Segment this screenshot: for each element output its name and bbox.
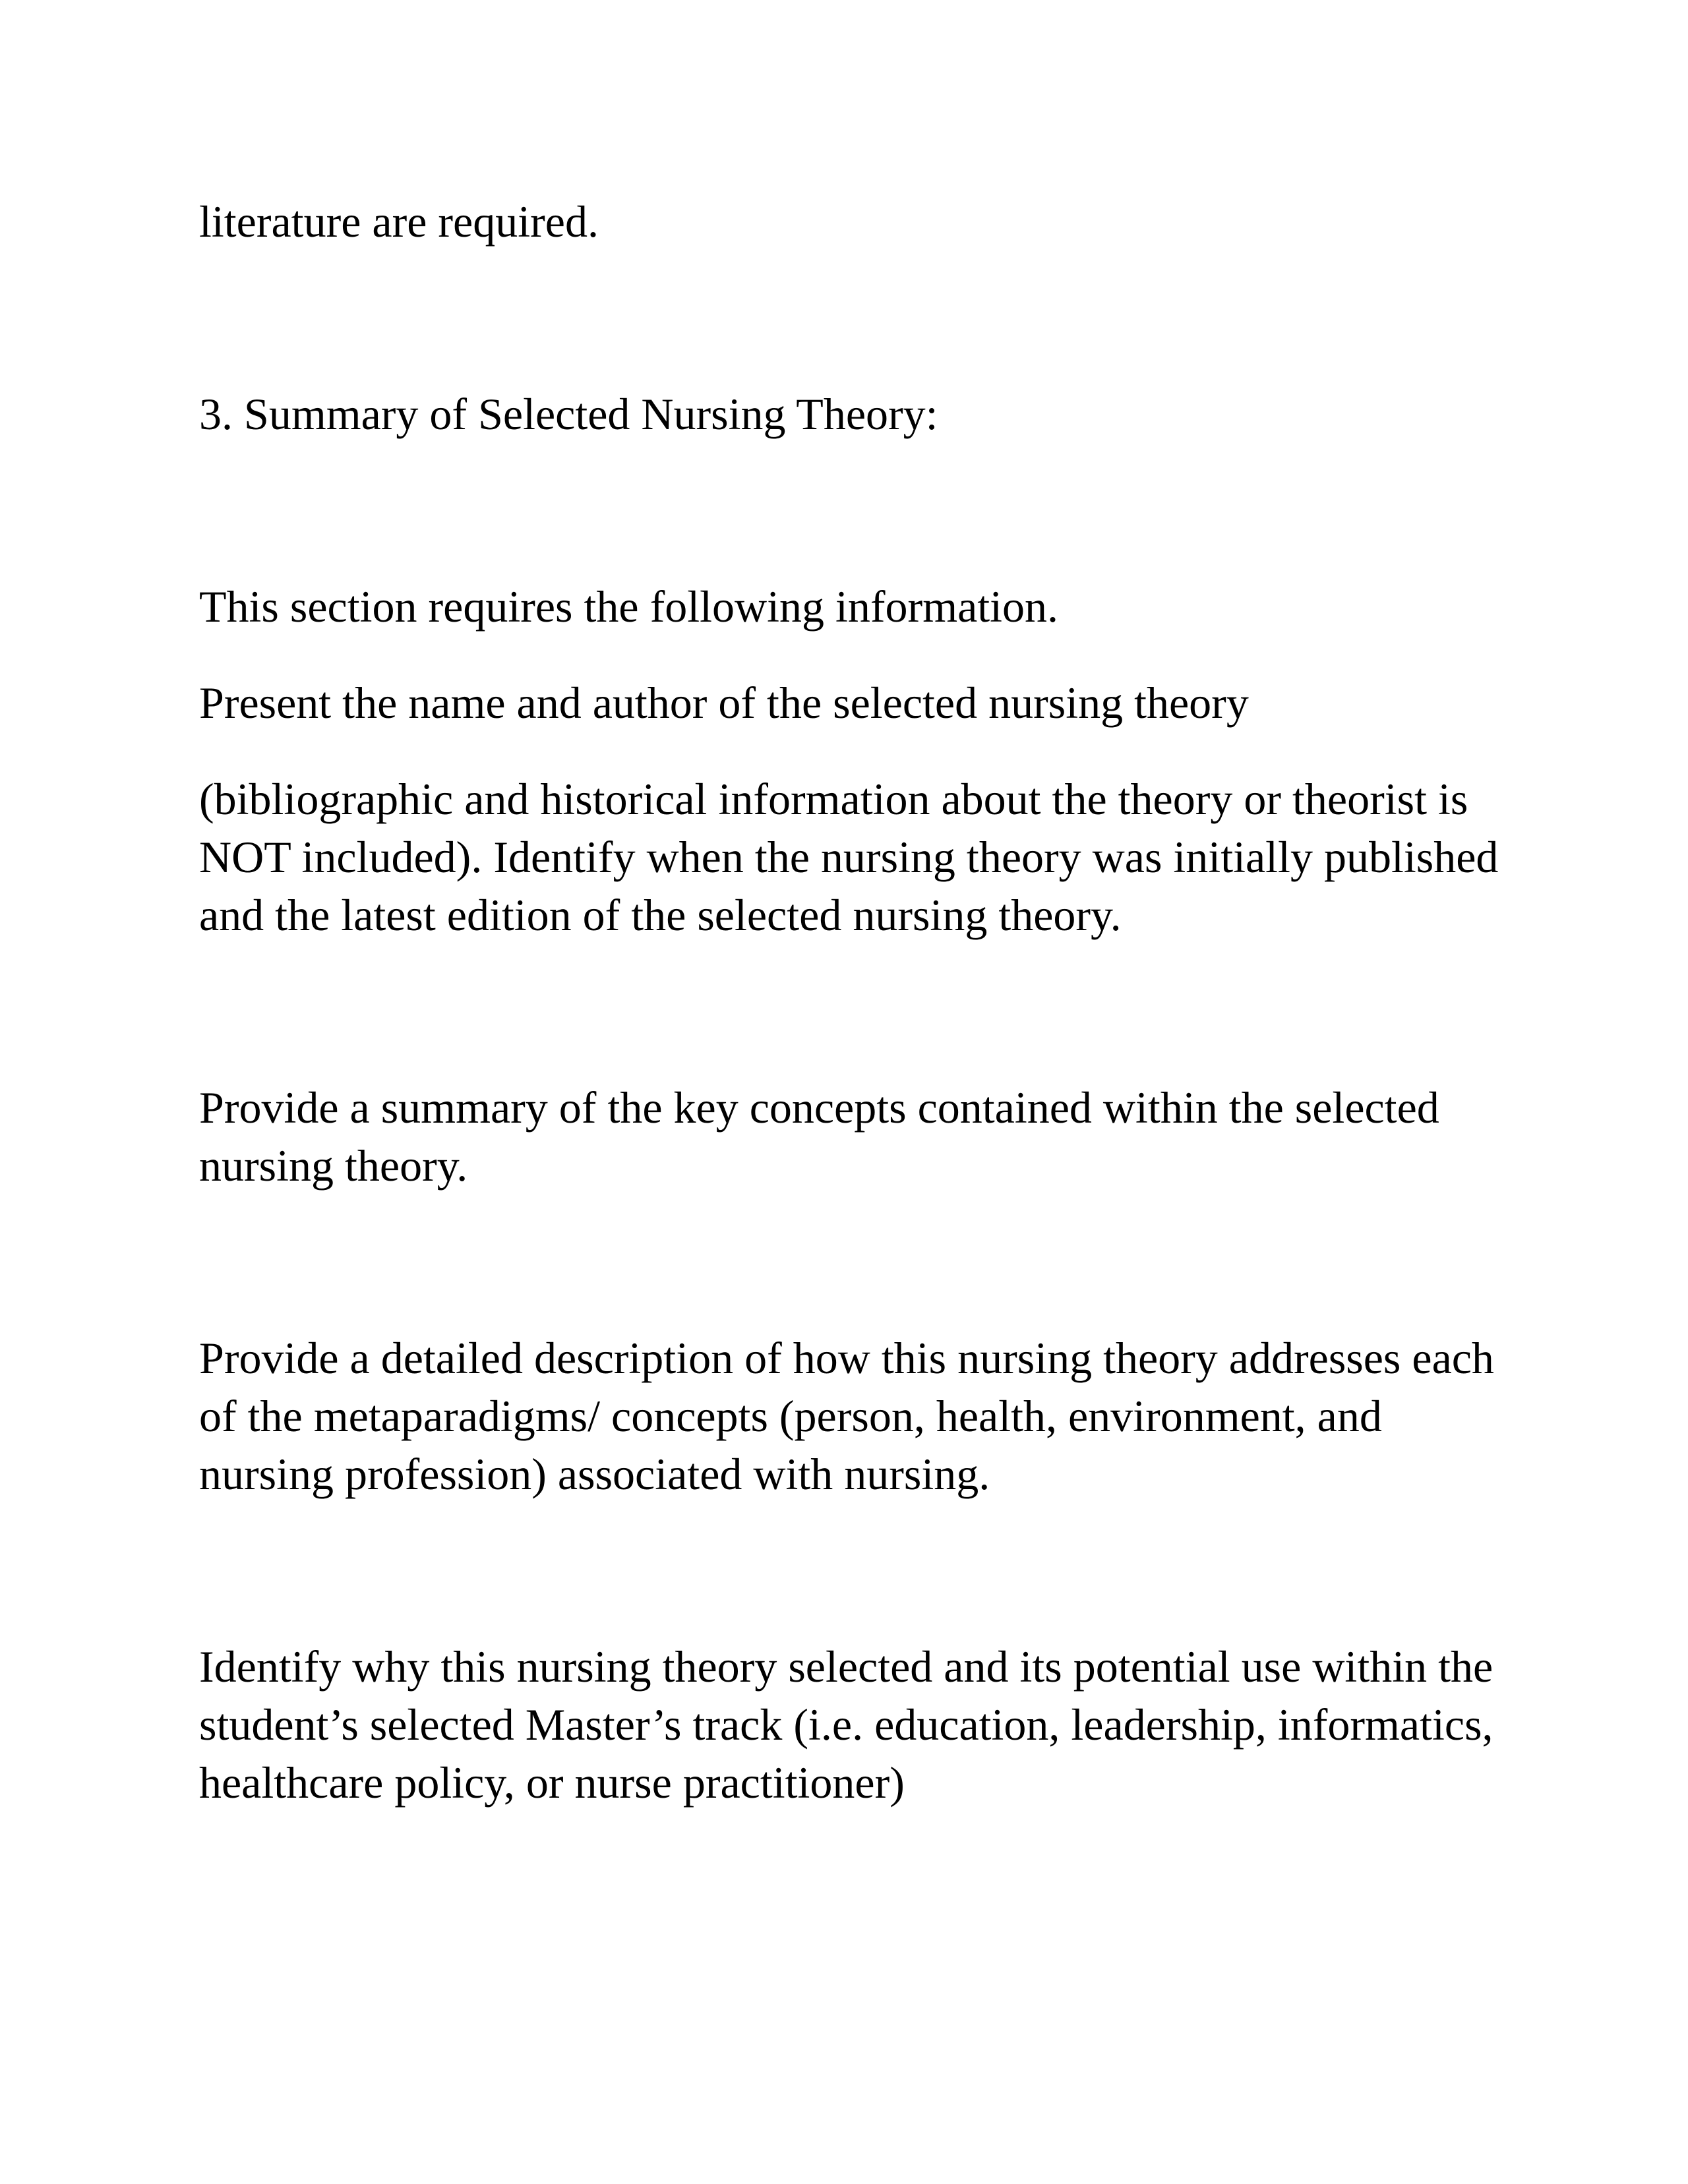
text-line: nursing theory. — [199, 1140, 468, 1191]
paragraph-section-intro — [199, 577, 1518, 635]
text-line: This section requires the following information. — [199, 581, 1059, 632]
text-line: literature are required. — [199, 196, 599, 247]
paragraph-bibliographic-note — [199, 770, 1518, 944]
text-line: Present the name and author of the selected nursing theory — [199, 678, 1249, 728]
text-line: Identify why this nursing theory selected and its potential use within the — [199, 1641, 1493, 1692]
paragraph-literature-required — [199, 192, 1518, 251]
text-line: student’s selected Master’s track (i.e. education, leadership, informatics, — [199, 1699, 1493, 1750]
text-line: (bibliographic and historical information about the theory or theorist is — [199, 774, 1468, 824]
section-heading-summary — [199, 385, 1518, 443]
text-line: Provide a detailed description of how this nursing theory addresses each — [199, 1333, 1494, 1383]
text-line: and the latest edition of the selected nursing theory. — [199, 890, 1122, 940]
text-line: 3. Summary of Selected Nursing Theory: — [199, 389, 938, 439]
paragraph-metaparadigms — [199, 1329, 1518, 1503]
text-line: nursing profession) associated with nursing. — [199, 1449, 990, 1499]
text-line: Provide a summary of the key concepts contained within the selected — [199, 1082, 1439, 1133]
paragraph-name-author — [199, 674, 1518, 732]
text-line: of the metaparadigms/ concepts (person, health, environment, and — [199, 1391, 1382, 1441]
paragraph-key-concepts — [199, 1078, 1518, 1195]
paragraph-masters-track — [199, 1638, 1518, 1812]
text-line: NOT included). Identify when the nursing theory was initially published — [199, 832, 1499, 882]
text-line: healthcare policy, or nurse practitioner) — [199, 1757, 905, 1808]
